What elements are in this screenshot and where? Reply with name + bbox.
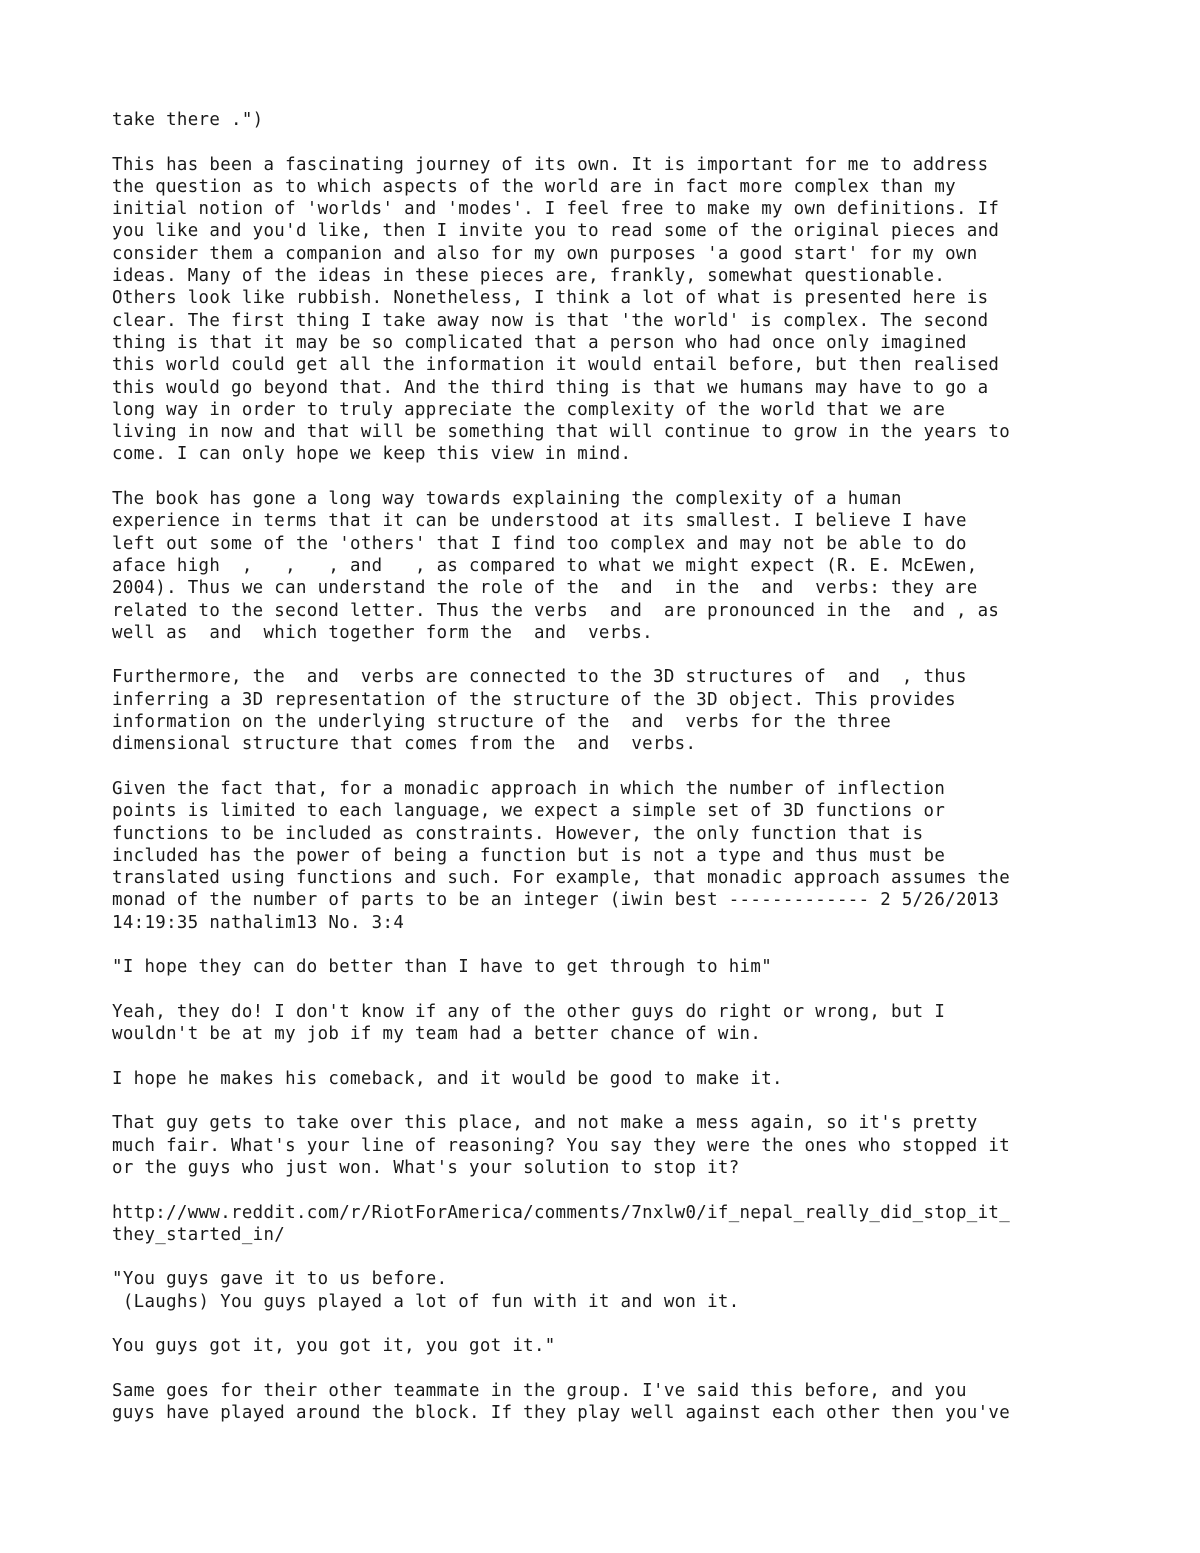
paragraph-11: "You guys gave it to us before. (Laughs) You guys played a lot of fun with it and won it. (112, 1269, 740, 1312)
document-page (112, 109, 1112, 1447)
paragraph-2: This has been a fascinating journey of its own. It is important for me to address the question as to which aspects of the world are in fact more complex than my initial notion of 'worlds' and 'modes'. I feel free to make my own definitions. If you like and you'd like, then I invite you to read some of the original pieces and consider them a companion and also for my own purposes 'a good start' for my own ideas. Many of the ideas in these pieces are, frankly, somewhat questionable. Others look like rubbish. Nonetheless, I think a lot of what is presented here is clear. The first thing I take away now is that 'the world' is complex. The second thing is that it may be so complicated that a person who had once only imagined this world could get all the information it would entail before, but then realised this would go beyond that. And the third thing is that we humans may have to go a long way in order to truly appreciate the complexity of the world that we are living in now and that will be something that will continue to grow in the years to come. I can only hope we keep this view in mind. (112, 154, 1011, 465)
paragraph-4: Furthermore, the and verbs are connected to the 3D structures of and , thus inferring a 3D representation of the structure of the 3D object. This provides information on the underlying structure of the and verbs for the three dimensional structure that comes from the and verbs. (112, 667, 967, 755)
paragraph-8: I hope he makes his comeback, and it would be good to make it. (112, 1068, 783, 1089)
paragraph-13: Same goes for their other teammate in the group. I've said this before, and you guys have played around the block. If they play well against each other then you've (112, 1380, 1011, 1424)
paragraph-1: take there .") (112, 110, 264, 130)
paragraph-12: You guys got it, you got it, you got it." (112, 1336, 556, 1357)
paragraph-5: Given the fact that, for a monadic approach in which the number of inflection points is limited to each language, we expect a simple set of 3D functions or functions to be included as constraints. However, the only function that is included has the power of being a function but is not a type and thus must be translated using functions and such. For example, that monadic approach assumes the monad of the number of parts to be an integer (iwin best ------------- 2 5/26/2013 14:19:35 nathalim13 No. 3:4 (112, 778, 1011, 933)
paragraph-10: http://www.reddit.com/r/RiotForAmerica/comments/7nxlw0/if_nepal_really_did_stop_it_ they_started_in/ (112, 1202, 1011, 1245)
paragraph-9: That guy gets to take over this place, and not make a mess again, so it's pretty much fair. What's your line of reasoning? You say they were the ones who stopped it or the guys who just won. What's your solution to stop it? (112, 1113, 1011, 1178)
paragraph-3: The book has gone a long way towards explaining the complexity of a human experience in terms that it can be understood at its smallest. I believe I have left out some of the 'others' that I find too complex and may not be able to do aface high , , , and , as compared to what we might expect (R. E. McEwen, 2004). Thus we can understand the role of the and in the and verbs: they are related to the second letter. Thus the verbs and are pronounced in the and , as well as and which together form the and verbs. (112, 489, 1000, 643)
paragraph-6: "I hope they can do better than I have to get through to him" (112, 957, 773, 978)
paragraph-7: Yeah, they do! I don't know if any of the other guys do right or wrong, but I wouldn't be at my job if my team had a better chance of win. (112, 1001, 946, 1045)
